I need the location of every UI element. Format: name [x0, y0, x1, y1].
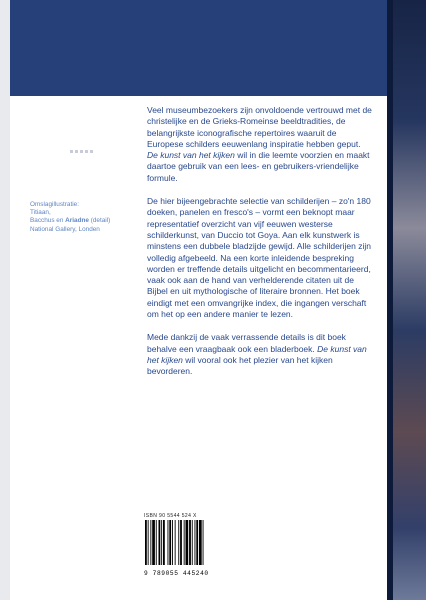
credit-plain: Bacchus en: [30, 217, 66, 225]
cover-illustration-credit: [30, 201, 130, 234]
barcode-bar: [199, 520, 202, 565]
barcode-bar: [192, 520, 193, 565]
barcode-bar: [172, 520, 173, 565]
barcode-bar: [203, 520, 204, 565]
blurb-paragraph-3: [147, 332, 373, 377]
barcode-bar: [180, 520, 182, 565]
front-cover-edge: [387, 0, 426, 600]
barcode-bar: [156, 520, 157, 565]
barcode-bar: [196, 520, 198, 565]
barcode-bar: [152, 520, 155, 565]
credit-rest: (detail): [88, 217, 111, 225]
book-title-italic: De kunst van het kijken: [147, 150, 235, 161]
barcode-bar: [148, 520, 149, 565]
credit-line-3: [30, 217, 130, 225]
barcode-bar: [163, 520, 165, 565]
barcode-bar: [161, 520, 162, 565]
book-title-italic-2: De kunst van het kijken: [147, 343, 367, 365]
para1-rest: wil in die leemte voorzien en maakt daartoe gebruik van een lees- en gebruikers-vriendelijke formule.: [147, 150, 370, 183]
barcode-bar: [178, 520, 179, 565]
barcode-bar: [186, 520, 189, 565]
ean-number: 9 789055 445240: [144, 570, 209, 577]
barcode-bar: [195, 520, 196, 565]
barcode-bar: [168, 520, 169, 565]
para3-rest: wil vooral ook het plezier van het kijken bevorderen.: [147, 354, 333, 377]
blurb-paragraph-2: De hier bijeengebrachte selectie van schilderijen – zo'n 180 doeken, panelen en fresco's – vormt een beknopt maar representatief overzicht van vijf eeuwen westerse schilderkunst, van Duccio tot Goya. Aan elk kunstwerk is minstens een dubbele bladzijde gewijd. Alle schilderijen zijn volledig afgebeeld. Na een korte inleidende bespreking worden er treffende details uitgelicht en becommentarieerd, vaak ook aan de hand van verhelderende citaten uit de Bijbel en uit mythologische of literaire bronnen. Het boek eindigt met een omvangrijke index, die ingangen verschaft om het op een andere manier te lezen.: [147, 196, 371, 320]
publisher-logo-icon: [70, 150, 94, 153]
credit-line-4: National Gallery, Londen: [30, 225, 100, 233]
barcode-bar: [150, 520, 151, 565]
isbn-number: ISBN 90 5544 524 X: [144, 513, 197, 519]
barcode-bar: [169, 520, 171, 565]
barcode-bar: [175, 520, 176, 565]
credit-line-2: Titiaan,: [30, 209, 51, 217]
barcode-bars-icon: [144, 520, 224, 565]
barcode-bar: [159, 520, 161, 565]
blurb-text: [147, 105, 373, 390]
credit-bold: Ariadne: [65, 217, 89, 225]
barcode-bar: [189, 520, 191, 565]
para1-intro: Veel museumbezoekers zijn onvoldoende vertrouwd met de christelijke en de Grieks-Romeinse beeldtradities, de belangrijkste iconografische repertoires waaruit de Europese schilders eeuwenlang inspiratie hebben geput.: [147, 105, 372, 149]
barcode-bar: [145, 520, 147, 565]
para3-intro: Mede dankzij de vaak verrassende details is dit boek behalve een vraagbaak ook een bladerboek.: [147, 332, 346, 354]
barcode-bar: [184, 520, 185, 565]
credit-line-1: Omslagillustratie:: [30, 201, 80, 208]
isbn-barcode: [144, 513, 224, 575]
blurb-paragraph-1: [147, 105, 373, 184]
